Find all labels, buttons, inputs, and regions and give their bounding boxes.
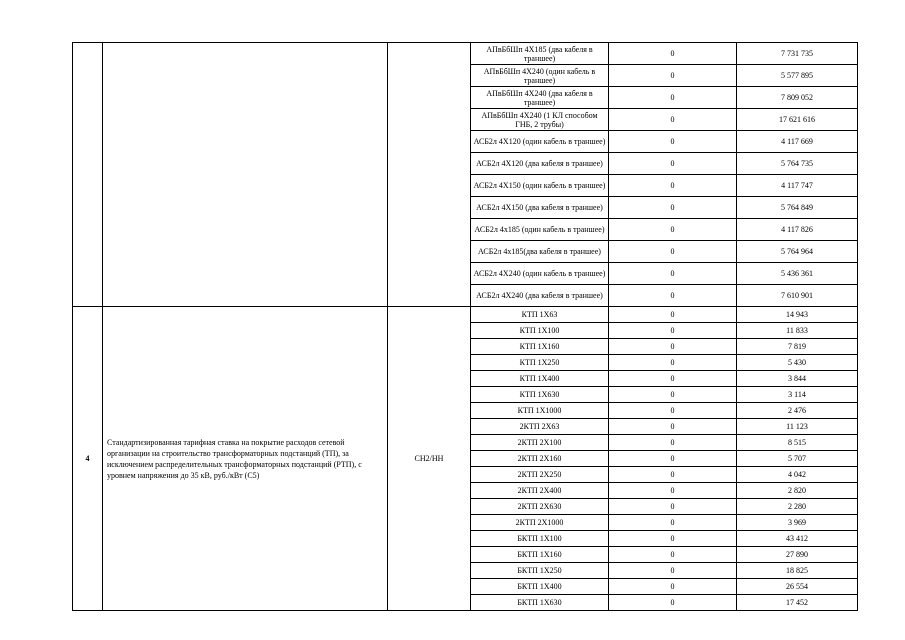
rate-cell: 8 515	[737, 435, 858, 451]
voltage-level-cell-empty	[388, 43, 471, 307]
item-name-cell: 2КТП 2Х1000	[471, 515, 609, 531]
value-cell: 0	[609, 323, 737, 339]
value-cell: 0	[609, 339, 737, 355]
value-cell: 0	[609, 419, 737, 435]
item-name-cell: АСБ2л 4Х120 (один кабель в траншее)	[471, 131, 609, 153]
rate-cell: 7 731 735	[737, 43, 858, 65]
item-name-cell: АСБ2л 4Х150 (один кабель в траншее)	[471, 175, 609, 197]
item-name-cell: КТП 1Х630	[471, 387, 609, 403]
rate-cell: 2 820	[737, 483, 858, 499]
rate-cell: 7 809 052	[737, 87, 858, 109]
value-cell: 0	[609, 579, 737, 595]
value-cell: 0	[609, 515, 737, 531]
table-row	[73, 307, 858, 323]
rate-cell: 18 825	[737, 563, 858, 579]
value-cell: 0	[609, 371, 737, 387]
value-cell: 0	[609, 153, 737, 175]
item-name-cell: 2КТП 2Х250	[471, 467, 609, 483]
value-cell: 0	[609, 131, 737, 153]
value-cell: 0	[609, 531, 737, 547]
rate-cell: 27 890	[737, 547, 858, 563]
item-name-cell: АСБ2л 4Х240 (два кабеля в траншее)	[471, 285, 609, 307]
item-name-cell: БКТП 1Х100	[471, 531, 609, 547]
rate-cell: 4 117 826	[737, 219, 858, 241]
value-cell: 0	[609, 43, 737, 65]
rate-cell: 2 476	[737, 403, 858, 419]
rate-cell: 3 844	[737, 371, 858, 387]
value-cell: 0	[609, 563, 737, 579]
rate-cell: 7 819	[737, 339, 858, 355]
rate-cell: 4 117 747	[737, 175, 858, 197]
rate-cell: 43 412	[737, 531, 858, 547]
rate-cell: 2 280	[737, 499, 858, 515]
value-cell: 0	[609, 109, 737, 131]
voltage-level: СН2/НН	[388, 307, 471, 611]
value-cell: 0	[609, 355, 737, 371]
rate-cell: 3 969	[737, 515, 858, 531]
rate-cell: 5 577 895	[737, 65, 858, 87]
value-cell: 0	[609, 483, 737, 499]
value-cell: 0	[609, 403, 737, 419]
item-name-cell: 2КТП 2Х160	[471, 451, 609, 467]
value-cell: 0	[609, 241, 737, 263]
description-cell-empty	[103, 43, 388, 307]
item-name-cell: АСБ2л 4х185(два кабеля в траншее)	[471, 241, 609, 263]
rate-cell: 26 554	[737, 579, 858, 595]
item-name-cell: АСБ2л 4Х120 (два кабеля в траншее)	[471, 153, 609, 175]
item-name-cell: 2КТП 2Х100	[471, 435, 609, 451]
rate-cell: 7 610 901	[737, 285, 858, 307]
value-cell: 0	[609, 197, 737, 219]
item-name-cell: БКТП 1Х630	[471, 595, 609, 611]
value-cell: 0	[609, 547, 737, 563]
rate-cell: 5 764 849	[737, 197, 858, 219]
item-name-cell: 2КТП 2Х63	[471, 419, 609, 435]
item-name-cell: БКТП 1Х160	[471, 547, 609, 563]
rate-cell: 3 114	[737, 387, 858, 403]
rate-cell: 11 123	[737, 419, 858, 435]
section-number: 4	[73, 307, 103, 611]
rate-cell: 4 042	[737, 467, 858, 483]
item-name-cell: АСБ2л 4Х240 (один кабель в траншее)	[471, 263, 609, 285]
value-cell: 0	[609, 175, 737, 197]
rate-cell: 14 943	[737, 307, 858, 323]
rate-cell: 17 452	[737, 595, 858, 611]
value-cell: 0	[609, 451, 737, 467]
item-name-cell: БКТП 1Х400	[471, 579, 609, 595]
value-cell: 0	[609, 595, 737, 611]
value-cell: 0	[609, 87, 737, 109]
rate-cell: 17 621 616	[737, 109, 858, 131]
rate-cell: 5 707	[737, 451, 858, 467]
item-name-cell: АПвБбШп 4Х240 (один кабель в траншее)	[471, 65, 609, 87]
item-name-cell: БКТП 1Х250	[471, 563, 609, 579]
tariff-table	[72, 42, 858, 611]
item-name-cell: 2КТП 2Х630	[471, 499, 609, 515]
value-cell: 0	[609, 307, 737, 323]
value-cell: 0	[609, 499, 737, 515]
rate-cell: 5 430	[737, 355, 858, 371]
rate-cell: 4 117 669	[737, 131, 858, 153]
table-row	[73, 43, 858, 65]
item-name-cell: КТП 1Х160	[471, 339, 609, 355]
item-name-cell: КТП 1Х1000	[471, 403, 609, 419]
rate-cell: 5 764 964	[737, 241, 858, 263]
item-name-cell: КТП 1Х63	[471, 307, 609, 323]
section-description: Стандартизированная тарифная ставка на покрытие расходов сетевой организации на строительство трансформаторных подстанций (ТП), за исключением распределительных трансформаторных подстанций (РТП), с уровнем напряжения до 35 кВ, руб./кВт (С5)	[103, 307, 388, 611]
rate-cell: 11 833	[737, 323, 858, 339]
item-name-cell: 2КТП 2Х400	[471, 483, 609, 499]
row-number-cell-empty	[73, 43, 103, 307]
rate-cell: 5 764 735	[737, 153, 858, 175]
item-name-cell: КТП 1Х100	[471, 323, 609, 339]
item-name-cell: КТП 1Х400	[471, 371, 609, 387]
item-name-cell: АПвБбШп 4Х240 (1 КЛ способом ГНБ, 2 трубы)	[471, 109, 609, 131]
value-cell: 0	[609, 219, 737, 241]
item-name-cell: АСБ2л 4Х150 (два кабеля в траншее)	[471, 197, 609, 219]
value-cell: 0	[609, 387, 737, 403]
value-cell: 0	[609, 435, 737, 451]
value-cell: 0	[609, 467, 737, 483]
value-cell: 0	[609, 285, 737, 307]
value-cell: 0	[609, 263, 737, 285]
item-name-cell: АСБ2л 4х185 (один кабель в траншее)	[471, 219, 609, 241]
value-cell: 0	[609, 65, 737, 87]
item-name-cell: АПвБбШп 4Х240 (два кабеля в траншее)	[471, 87, 609, 109]
rate-cell: 5 436 361	[737, 263, 858, 285]
item-name-cell: КТП 1Х250	[471, 355, 609, 371]
item-name-cell: АПвБбШп 4Х185 (два кабеля в траншее)	[471, 43, 609, 65]
